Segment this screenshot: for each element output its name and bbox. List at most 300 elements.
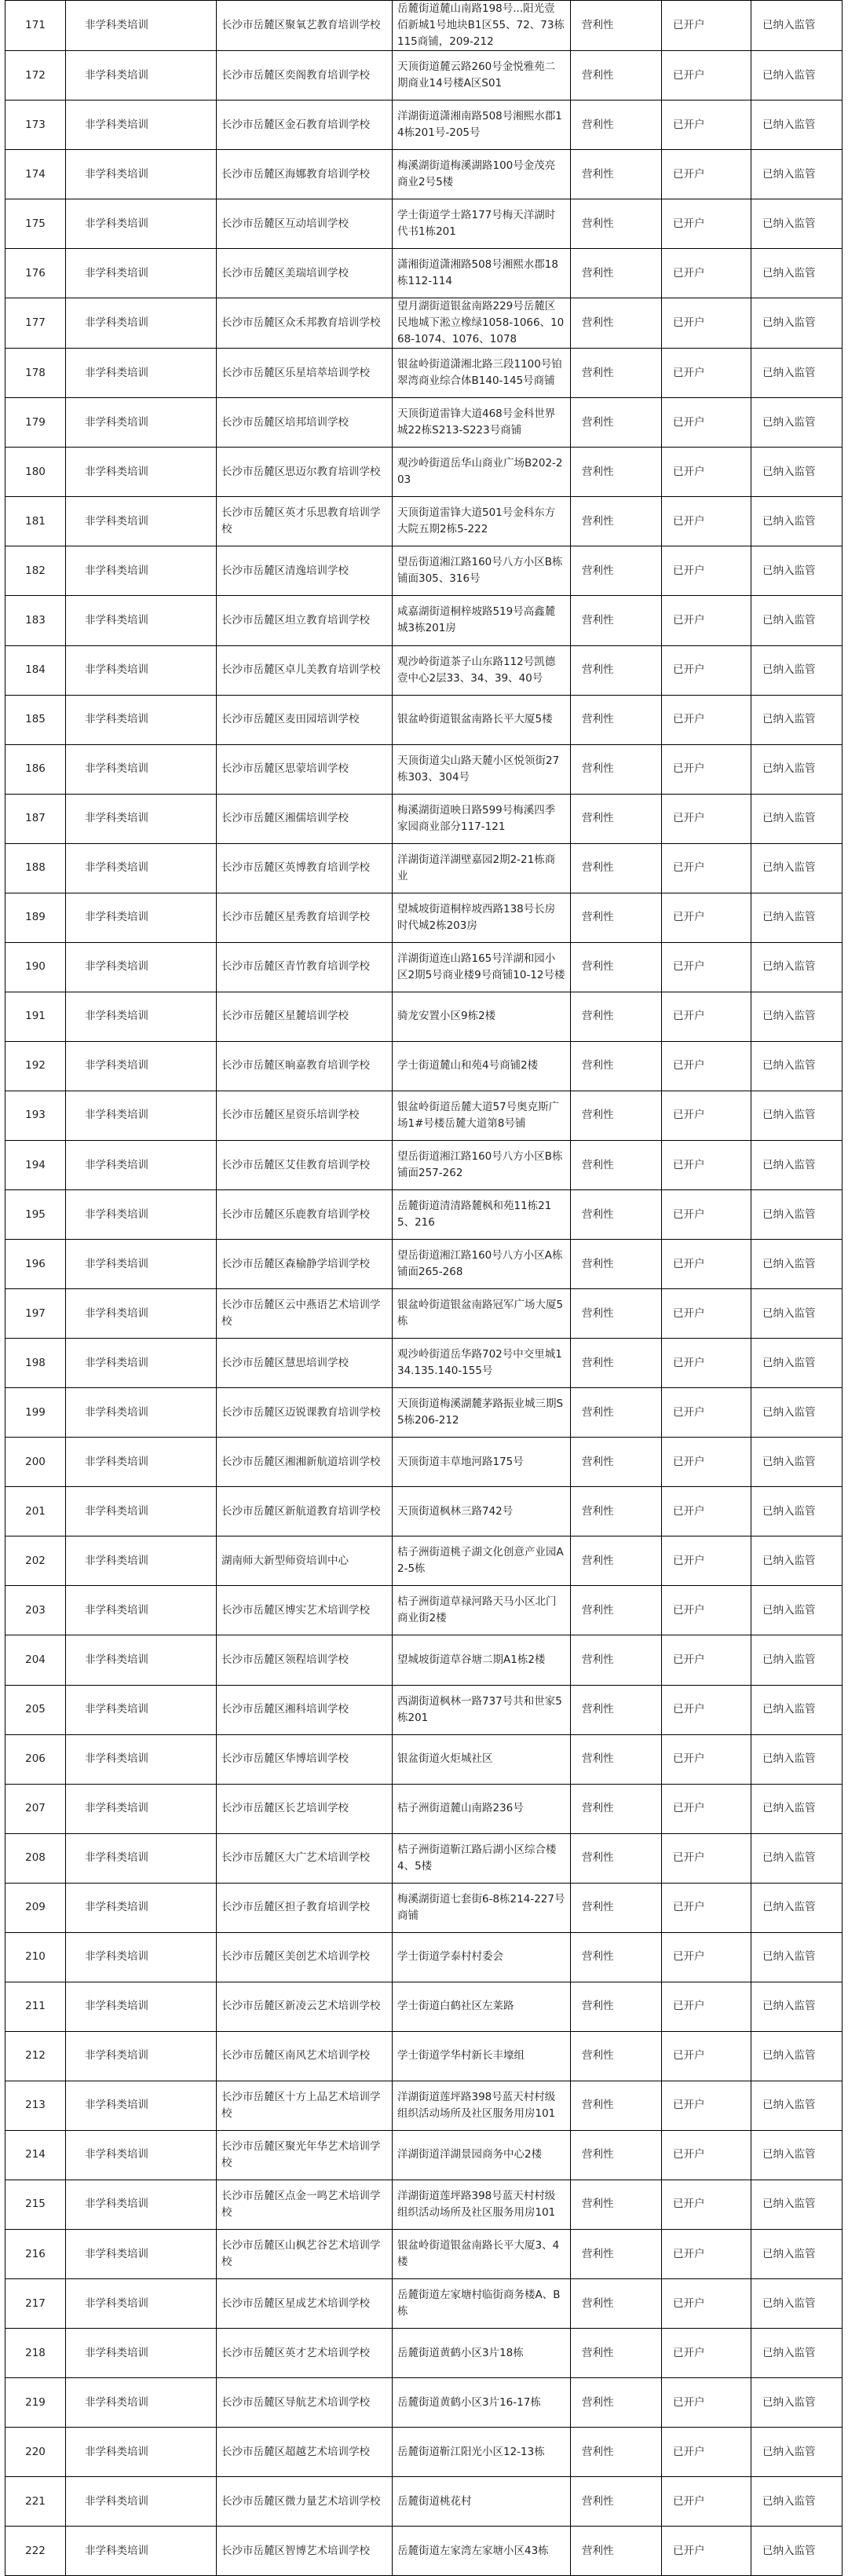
table-row [5, 1240, 843, 1289]
supervision-status-cell: 已纳入监管 [751, 1685, 843, 1734]
nature-cell: 营利性 [571, 1240, 662, 1289]
school-name-cell: 长沙市岳麓区微力量艺术培训学校 [217, 2477, 393, 2527]
nature-cell: 营利性 [571, 1388, 662, 1438]
nature-cell: 营利性 [571, 349, 662, 398]
account-status-cell: 已开户 [662, 150, 751, 199]
nature-cell: 营利性 [571, 596, 662, 645]
nature-cell: 营利性 [571, 2477, 662, 2527]
row-number-cell: 190 [5, 942, 66, 992]
table-row [5, 1, 843, 51]
school-name-cell: 长沙市岳麓区领程培训学校 [217, 1635, 393, 1685]
account-status-cell: 已开户 [662, 942, 751, 992]
supervision-status-cell: 已纳入监管 [751, 199, 843, 249]
supervision-status-cell: 已纳入监管 [751, 1635, 843, 1685]
nature-cell: 营利性 [571, 1734, 662, 1784]
row-number-cell: 203 [5, 1586, 66, 1635]
training-type-cell: 非学科类培训 [66, 2527, 217, 2576]
table-row [5, 2329, 843, 2378]
address-cell: 岳麓街道桃花村 [393, 2477, 571, 2527]
supervision-status-cell: 已纳入监管 [751, 546, 843, 596]
supervision-status-cell: 已纳入监管 [751, 645, 843, 695]
row-number-cell: 178 [5, 349, 66, 398]
nature-cell: 营利性 [571, 298, 662, 349]
address-cell: 天顶街道丰草地河路175号 [393, 1438, 571, 1487]
account-status-cell: 已开户 [662, 199, 751, 249]
address-cell: 银盆岭街道银盆南路长平大厦5楼 [393, 695, 571, 744]
table-row [5, 1091, 843, 1140]
address-cell: 学士街道麓山和苑4号商铺2楼 [393, 1041, 571, 1091]
nature-cell: 营利性 [571, 2378, 662, 2428]
school-name-cell: 长沙市岳麓区迈锐课教育培训学校 [217, 1388, 393, 1438]
address-cell: 桔子洲街道麓山南路236号 [393, 1784, 571, 1833]
address-cell: 望岳街道湘江路160号八方小区A栋铺面265-268 [393, 1240, 571, 1289]
school-name-cell: 长沙市岳麓区云中燕语艺术培训学校 [217, 1289, 393, 1339]
training-type-cell: 非学科类培训 [66, 51, 217, 100]
supervision-status-cell: 已纳入监管 [751, 1833, 843, 1883]
training-type-cell: 非学科类培训 [66, 1932, 217, 1982]
school-name-cell: 湖南师大新型师资培训中心 [217, 1536, 393, 1586]
training-type-cell: 非学科类培训 [66, 794, 217, 843]
table-row [5, 1536, 843, 1586]
table-row [5, 497, 843, 546]
supervision-status-cell: 已纳入监管 [751, 2329, 843, 2378]
table-row [5, 1685, 843, 1734]
supervision-status-cell: 已纳入监管 [751, 100, 843, 150]
supervision-status-cell: 已纳入监管 [751, 1190, 843, 1240]
row-number-cell: 219 [5, 2378, 66, 2428]
nature-cell: 营利性 [571, 1932, 662, 1982]
training-type-cell: 非学科类培训 [66, 596, 217, 645]
row-number-cell: 183 [5, 596, 66, 645]
table-row [5, 1982, 843, 2031]
address-cell: 银盆街道火炬城社区 [393, 1734, 571, 1784]
table-row [5, 2527, 843, 2576]
nature-cell: 营利性 [571, 1536, 662, 1586]
nature-cell: 营利性 [571, 2527, 662, 2576]
address-cell: 望城坡街道草谷塘二期A1栋2楼 [393, 1635, 571, 1685]
supervision-status-cell: 已纳入监管 [751, 2180, 843, 2229]
school-name-cell: 长沙市岳麓区点金一鸣艺术培训学校 [217, 2180, 393, 2229]
row-number-cell: 179 [5, 398, 66, 448]
row-number-cell: 209 [5, 1883, 66, 1932]
nature-cell: 营利性 [571, 1, 662, 51]
account-status-cell: 已开户 [662, 2329, 751, 2378]
supervision-status-cell: 已纳入监管 [751, 1041, 843, 1091]
row-number-cell: 222 [5, 2527, 66, 2576]
address-cell: 桔子洲街道草禄河路天马小区北门商业街2楼 [393, 1586, 571, 1635]
school-name-cell: 长沙市岳麓区大广艺术培训学校 [217, 1833, 393, 1883]
supervision-status-cell: 已纳入监管 [751, 2130, 843, 2180]
supervision-status-cell: 已纳入监管 [751, 1091, 843, 1140]
address-cell: 洋湖街道莲坪路398号蓝天村村级组织活动场所及社区服务用房101 [393, 2081, 571, 2130]
address-cell: 天顶街道尖山路天麓小区悦领街27栋303、304号 [393, 744, 571, 794]
account-status-cell: 已开户 [662, 1536, 751, 1586]
account-status-cell: 已开户 [662, 1883, 751, 1932]
nature-cell: 营利性 [571, 1339, 662, 1388]
table-row [5, 199, 843, 249]
account-status-cell: 已开户 [662, 1982, 751, 2031]
row-number-cell: 194 [5, 1140, 66, 1189]
training-type-cell: 非学科类培训 [66, 942, 217, 992]
address-cell: 天顶街道雷锋大道501号金科东方大院五期2栋5-222 [393, 497, 571, 546]
supervision-status-cell: 已纳入监管 [751, 2230, 843, 2279]
table-row [5, 2230, 843, 2279]
address-cell: 岳麓街道麓山南路198号...阳光壹佰新城1号地块B1区55、72、73栋115商铺，209-212 [393, 1, 571, 51]
supervision-status-cell: 已纳入监管 [751, 1, 843, 51]
supervision-status-cell: 已纳入监管 [751, 249, 843, 298]
address-cell: 天顶街道梅溪湖麓茅路振业城三期S5栋206-212 [393, 1388, 571, 1438]
table-row [5, 1883, 843, 1932]
school-name-cell: 长沙市岳麓区金石教育培训学校 [217, 100, 393, 150]
supervision-status-cell: 已纳入监管 [751, 1734, 843, 1784]
account-status-cell: 已开户 [662, 2081, 751, 2130]
training-type-cell: 非学科类培训 [66, 744, 217, 794]
address-cell: 潇湘街道潇湘路508号湘熙水郡18栋112-114 [393, 249, 571, 298]
nature-cell: 营利性 [571, 2329, 662, 2378]
account-status-cell: 已开户 [662, 1734, 751, 1784]
nature-cell: 营利性 [571, 2180, 662, 2229]
school-name-cell: 长沙市岳麓区湘科培训学校 [217, 1685, 393, 1734]
address-cell: 桔子洲街道桃子湖文化创意产业园A2-5栋 [393, 1536, 571, 1586]
address-cell: 望月湖街道银盆南路229号岳麓区民地城下淞立橡绿1058-1066、1068-1074、1076、1078 [393, 298, 571, 349]
training-type-cell: 非学科类培训 [66, 497, 217, 546]
school-name-cell: 长沙市岳麓区湘湘新航道培训学校 [217, 1438, 393, 1487]
row-number-cell: 208 [5, 1833, 66, 1883]
training-type-cell: 非学科类培训 [66, 546, 217, 596]
nature-cell: 营利性 [571, 51, 662, 100]
account-status-cell: 已开户 [662, 2279, 751, 2329]
row-number-cell: 189 [5, 893, 66, 942]
row-number-cell: 215 [5, 2180, 66, 2229]
table-row [5, 2378, 843, 2428]
table-row [5, 2130, 843, 2180]
row-number-cell: 182 [5, 546, 66, 596]
account-status-cell: 已开户 [662, 1091, 751, 1140]
training-type-cell: 非学科类培训 [66, 1784, 217, 1833]
address-cell: 岳麓街道左家湾左家塘小区43栋 [393, 2527, 571, 2576]
training-type-cell: 非学科类培训 [66, 1685, 217, 1734]
training-type-cell: 非学科类培训 [66, 1586, 217, 1635]
table-row [5, 298, 843, 349]
table-row [5, 1932, 843, 1982]
training-type-cell: 非学科类培训 [66, 1289, 217, 1339]
address-cell: 骑龙安置小区9栋2楼 [393, 992, 571, 1041]
table-row [5, 51, 843, 100]
row-number-cell: 204 [5, 1635, 66, 1685]
nature-cell: 营利性 [571, 1289, 662, 1339]
training-type-cell: 非学科类培训 [66, 992, 217, 1041]
row-number-cell: 181 [5, 497, 66, 546]
table-row [5, 942, 843, 992]
account-status-cell: 已开户 [662, 2527, 751, 2576]
school-name-cell: 长沙市岳麓区新航道教育培训学校 [217, 1487, 393, 1536]
account-status-cell: 已开户 [662, 298, 751, 349]
address-cell: 洋湖街道莲坪路398号蓝天村村级组织活动场所及社区服务用房101 [393, 2180, 571, 2229]
school-name-cell: 长沙市岳麓区互动培训学校 [217, 199, 393, 249]
school-name-cell: 长沙市岳麓区艾佳教育培训学校 [217, 1140, 393, 1189]
account-status-cell: 已开户 [662, 497, 751, 546]
supervision-status-cell: 已纳入监管 [751, 2081, 843, 2130]
address-cell: 银盆岭街道岳麓大道57号奥克斯广场1#号楼岳麓大道第8号铺 [393, 1091, 571, 1140]
training-type-cell: 非学科类培训 [66, 1190, 217, 1240]
training-type-cell: 非学科类培训 [66, 2130, 217, 2180]
training-type-cell: 非学科类培训 [66, 249, 217, 298]
school-name-cell: 长沙市岳麓区坦立教育培训学校 [217, 596, 393, 645]
row-number-cell: 214 [5, 2130, 66, 2180]
account-status-cell: 已开户 [662, 1586, 751, 1635]
address-cell: 洋湖街道洋湖壁嘉园2期2-21栋商业 [393, 843, 571, 893]
nature-cell: 营利性 [571, 2279, 662, 2329]
account-status-cell: 已开户 [662, 398, 751, 448]
school-name-cell: 长沙市岳麓区山枫艺谷艺术培训学校 [217, 2230, 393, 2279]
training-type-cell: 非学科类培训 [66, 150, 217, 199]
school-name-cell: 长沙市岳麓区美瑞培训学校 [217, 249, 393, 298]
school-name-cell: 长沙市岳麓区湘儒培训学校 [217, 794, 393, 843]
address-cell: 咸嘉湖街道桐梓坡路519号高鑫麓城3栋201房 [393, 596, 571, 645]
training-type-cell: 非学科类培训 [66, 2428, 217, 2477]
account-status-cell: 已开户 [662, 596, 751, 645]
account-status-cell: 已开户 [662, 1, 751, 51]
training-type-cell: 非学科类培训 [66, 2180, 217, 2229]
supervision-status-cell: 已纳入监管 [751, 1289, 843, 1339]
account-status-cell: 已开户 [662, 2477, 751, 2527]
nature-cell: 营利性 [571, 199, 662, 249]
account-status-cell: 已开户 [662, 1635, 751, 1685]
school-name-cell: 长沙市岳麓区星资乐培训学校 [217, 1091, 393, 1140]
nature-cell: 营利性 [571, 1438, 662, 1487]
address-cell: 梅溪湖街道映日路599号梅溪四季家园商业部分117-121 [393, 794, 571, 843]
table-row [5, 843, 843, 893]
training-type-cell: 非学科类培训 [66, 645, 217, 695]
training-type-cell: 非学科类培训 [66, 2230, 217, 2279]
address-cell: 银盆岭街道银盆南路长平大厦3、4楼 [393, 2230, 571, 2279]
supervision-status-cell: 已纳入监管 [751, 448, 843, 497]
training-type-cell: 非学科类培训 [66, 1041, 217, 1091]
table-row [5, 645, 843, 695]
supervision-status-cell: 已纳入监管 [751, 349, 843, 398]
row-number-cell: 180 [5, 448, 66, 497]
supervision-status-cell: 已纳入监管 [751, 794, 843, 843]
table-row [5, 448, 843, 497]
table-row [5, 893, 843, 942]
account-status-cell: 已开户 [662, 893, 751, 942]
address-cell: 天顶街道雷锋大道468号金科世界城22栋S213-S223号商铺 [393, 398, 571, 448]
supervision-status-cell: 已纳入监管 [751, 1883, 843, 1932]
address-cell: 天顶街道枫林三路742号 [393, 1487, 571, 1536]
school-name-cell: 长沙市岳麓区南风艺术培训学校 [217, 2031, 393, 2081]
address-cell: 望岳街道湘江路160号八方小区B栋铺面257-262 [393, 1140, 571, 1189]
table-row [5, 546, 843, 596]
row-number-cell: 177 [5, 298, 66, 349]
account-status-cell: 已开户 [662, 51, 751, 100]
supervision-status-cell: 已纳入监管 [751, 1487, 843, 1536]
school-name-cell: 长沙市岳麓区英才艺术培训学校 [217, 2329, 393, 2378]
address-cell: 银盆岭街道潇湘北路三段1100号铂翠湾商业综合体B140-145号商铺 [393, 349, 571, 398]
training-type-cell: 非学科类培训 [66, 398, 217, 448]
row-number-cell: 200 [5, 1438, 66, 1487]
supervision-status-cell: 已纳入监管 [751, 2031, 843, 2081]
nature-cell: 营利性 [571, 150, 662, 199]
address-cell: 洋湖街道洋湖景园商务中心2楼 [393, 2130, 571, 2180]
nature-cell: 营利性 [571, 497, 662, 546]
school-name-cell: 长沙市岳麓区卓儿美教育培训学校 [217, 645, 393, 695]
school-name-cell: 长沙市岳麓区乐鹿教育培训学校 [217, 1190, 393, 1240]
table-row [5, 695, 843, 744]
address-cell: 学士街道学泰村村委会 [393, 1932, 571, 1982]
row-number-cell: 191 [5, 992, 66, 1041]
account-status-cell: 已开户 [662, 992, 751, 1041]
table-row [5, 794, 843, 843]
row-number-cell: 220 [5, 2428, 66, 2477]
training-type-cell: 非学科类培训 [66, 100, 217, 150]
supervision-status-cell: 已纳入监管 [751, 1982, 843, 2031]
nature-cell: 营利性 [571, 1784, 662, 1833]
address-cell: 观沙岭街道岳华山商业广场B202-203 [393, 448, 571, 497]
account-status-cell: 已开户 [662, 2378, 751, 2428]
account-status-cell: 已开户 [662, 1190, 751, 1240]
training-type-cell: 非学科类培训 [66, 1388, 217, 1438]
training-type-cell: 非学科类培训 [66, 893, 217, 942]
nature-cell: 营利性 [571, 744, 662, 794]
supervision-status-cell: 已纳入监管 [751, 398, 843, 448]
supervision-status-cell: 已纳入监管 [751, 1932, 843, 1982]
school-name-cell: 长沙市岳麓区智博艺术培训学校 [217, 2527, 393, 2576]
supervision-status-cell: 已纳入监管 [751, 1240, 843, 1289]
table-row [5, 1833, 843, 1883]
account-status-cell: 已开户 [662, 2180, 751, 2229]
address-cell: 洋湖街道潇湘南路508号湘熙水郡14栋201号-205号 [393, 100, 571, 150]
row-number-cell: 202 [5, 1536, 66, 1586]
address-cell: 观沙岭街道岳华路702号中交里城134.135.140-155号 [393, 1339, 571, 1388]
nature-cell: 营利性 [571, 1041, 662, 1091]
supervision-status-cell: 已纳入监管 [751, 2378, 843, 2428]
table-row [5, 1041, 843, 1091]
address-cell: 观沙岭街道茶子山东路112号凯德壹中心2层33、34、39、40号 [393, 645, 571, 695]
training-type-cell: 非学科类培训 [66, 2378, 217, 2428]
school-name-cell: 长沙市岳麓区培邦培训学校 [217, 398, 393, 448]
school-name-cell: 长沙市岳麓区麦田园培训学校 [217, 695, 393, 744]
school-name-cell: 长沙市岳麓区众禾邦教育培训学校 [217, 298, 393, 349]
row-number-cell: 216 [5, 2230, 66, 2279]
school-name-cell: 长沙市岳麓区新凌云艺术培训学校 [217, 1982, 393, 2031]
school-name-cell: 长沙市岳麓区华博培训学校 [217, 1734, 393, 1784]
supervision-status-cell: 已纳入监管 [751, 150, 843, 199]
table-row [5, 349, 843, 398]
nature-cell: 营利性 [571, 794, 662, 843]
address-cell: 银盆岭街道银盆南路冠军广场大厦5栋 [393, 1289, 571, 1339]
row-number-cell: 175 [5, 199, 66, 249]
supervision-status-cell: 已纳入监管 [751, 1438, 843, 1487]
account-status-cell: 已开户 [662, 2230, 751, 2279]
table-row [5, 150, 843, 199]
training-type-cell: 非学科类培训 [66, 1091, 217, 1140]
school-name-cell: 长沙市岳麓区乐星培萃培训学校 [217, 349, 393, 398]
school-name-cell: 长沙市岳麓区星成艺术培训学校 [217, 2279, 393, 2329]
row-number-cell: 210 [5, 1932, 66, 1982]
table-row [5, 249, 843, 298]
nature-cell: 营利性 [571, 2428, 662, 2477]
nature-cell: 营利性 [571, 1190, 662, 1240]
supervision-status-cell: 已纳入监管 [751, 2477, 843, 2527]
supervision-status-cell: 已纳入监管 [751, 2527, 843, 2576]
row-number-cell: 176 [5, 249, 66, 298]
table-row [5, 1190, 843, 1240]
supervision-status-cell: 已纳入监管 [751, 1388, 843, 1438]
account-status-cell: 已开户 [662, 448, 751, 497]
nature-cell: 营利性 [571, 100, 662, 150]
account-status-cell: 已开户 [662, 744, 751, 794]
nature-cell: 营利性 [571, 695, 662, 744]
supervision-status-cell: 已纳入监管 [751, 1586, 843, 1635]
nature-cell: 营利性 [571, 1635, 662, 1685]
row-number-cell: 186 [5, 744, 66, 794]
school-name-cell: 长沙市岳麓区英博教育培训学校 [217, 843, 393, 893]
row-number-cell: 173 [5, 100, 66, 150]
school-name-cell: 长沙市岳麓区英才乐思教育培训学校 [217, 497, 393, 546]
table-row [5, 1635, 843, 1685]
row-number-cell: 221 [5, 2477, 66, 2527]
account-status-cell: 已开户 [662, 2130, 751, 2180]
row-number-cell: 192 [5, 1041, 66, 1091]
training-type-cell: 非学科类培训 [66, 1982, 217, 2031]
address-cell: 学士街道白鹤社区左莱路 [393, 1982, 571, 2031]
table-row [5, 100, 843, 150]
address-cell: 梅溪湖街道梅溪湖路100号金茂亮商业2号5楼 [393, 150, 571, 199]
school-name-cell: 长沙市岳麓区长艺培训学校 [217, 1784, 393, 1833]
table-row [5, 744, 843, 794]
row-number-cell: 193 [5, 1091, 66, 1140]
training-type-cell: 非学科类培训 [66, 1883, 217, 1932]
school-name-cell: 长沙市岳麓区美创艺术培训学校 [217, 1932, 393, 1982]
account-status-cell: 已开户 [662, 794, 751, 843]
table-row [5, 2081, 843, 2130]
supervision-status-cell: 已纳入监管 [751, 1784, 843, 1833]
training-type-cell: 非学科类培训 [66, 1635, 217, 1685]
account-status-cell: 已开户 [662, 645, 751, 695]
supervision-status-cell: 已纳入监管 [751, 596, 843, 645]
training-type-cell: 非学科类培训 [66, 1140, 217, 1189]
table-row [5, 2180, 843, 2229]
address-cell: 学士街道学士路177号梅天洋湖时代书1栋201 [393, 199, 571, 249]
supervision-status-cell: 已纳入监管 [751, 51, 843, 100]
table-row [5, 2428, 843, 2477]
row-number-cell: 171 [5, 1, 66, 51]
row-number-cell: 217 [5, 2279, 66, 2329]
row-number-cell: 184 [5, 645, 66, 695]
nature-cell: 营利性 [571, 992, 662, 1041]
training-type-cell: 非学科类培训 [66, 2477, 217, 2527]
address-cell: 岳麓街道靳江阳光小区12-13栋 [393, 2428, 571, 2477]
row-number-cell: 212 [5, 2031, 66, 2081]
address-cell: 洋湖街道连山路165号洋湖和园小区2期5号商业楼9号商铺10-12号楼 [393, 942, 571, 992]
school-supervision-table [5, 0, 843, 2576]
row-number-cell: 199 [5, 1388, 66, 1438]
training-type-cell: 非学科类培训 [66, 1833, 217, 1883]
table-row [5, 1140, 843, 1189]
row-number-cell: 187 [5, 794, 66, 843]
nature-cell: 营利性 [571, 1487, 662, 1536]
row-number-cell: 174 [5, 150, 66, 199]
account-status-cell: 已开户 [662, 1784, 751, 1833]
row-number-cell: 185 [5, 695, 66, 744]
school-name-cell: 长沙市岳麓区思迈尔教育培训学校 [217, 448, 393, 497]
supervision-status-cell: 已纳入监管 [751, 942, 843, 992]
row-number-cell: 198 [5, 1339, 66, 1388]
nature-cell: 营利性 [571, 398, 662, 448]
address-cell: 岳麓街道左家塘村临街商务楼A、B栋 [393, 2279, 571, 2329]
training-type-cell: 非学科类培训 [66, 1240, 217, 1289]
school-name-cell: 长沙市岳麓区清逸培训学校 [217, 546, 393, 596]
